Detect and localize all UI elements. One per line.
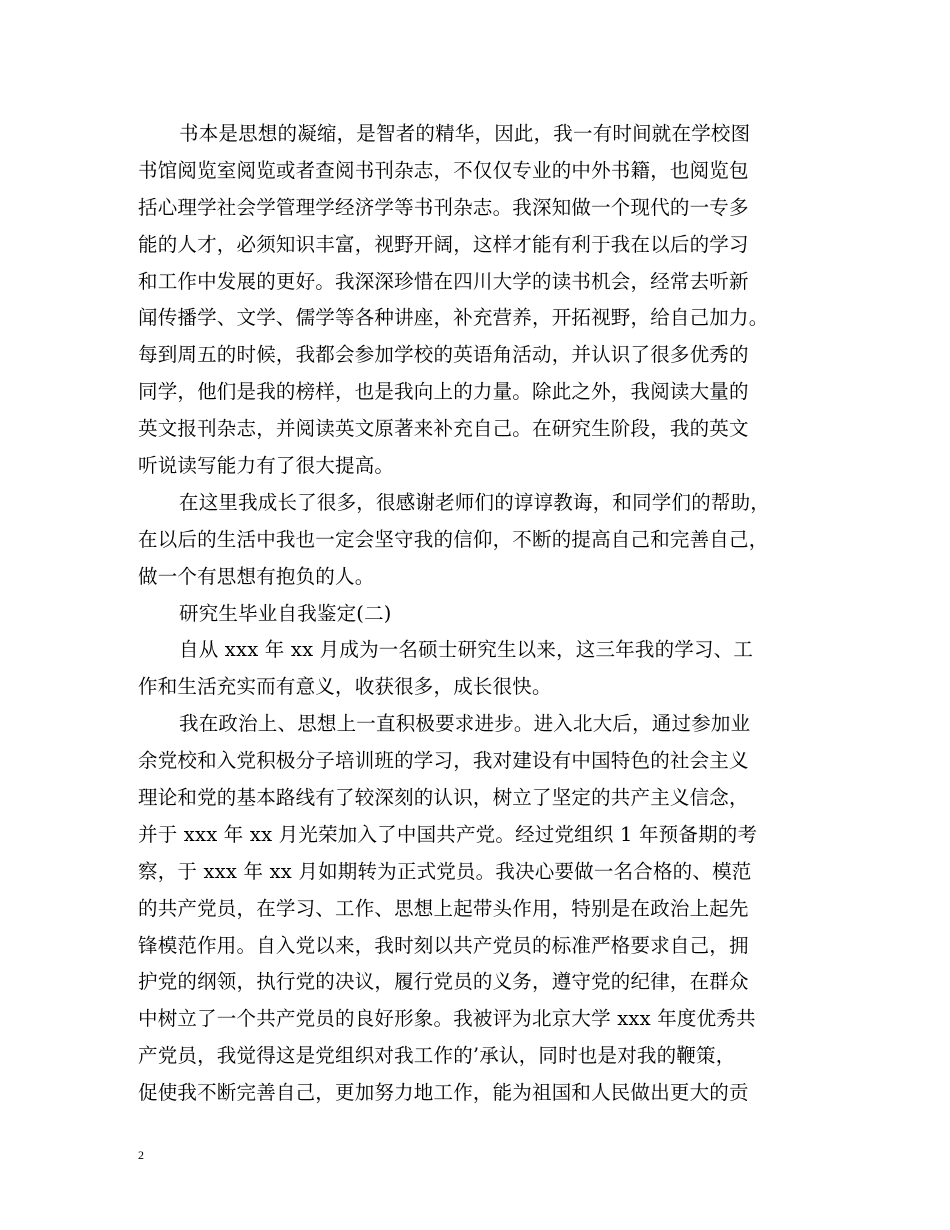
text-line: 能的人才，必须知识丰富，视野开阔，这样才能有利于我在以后的学习 — [138, 232, 749, 256]
text-line: 英文报刊杂志，并阅读英文原著来补充自己。在研究生阶段，我的英文 — [138, 417, 749, 441]
text-line: 做一个有思想有抱负的人。 — [138, 564, 375, 588]
text-line: 括心理学社会学管理学经济学等书刊杂志。我深知做一个现代的一专多 — [138, 195, 749, 219]
text-line: 护党的纲领，执行党的决议，履行党员的义务，遵守党的纪律，在群众 — [138, 970, 749, 994]
text-line: 我在政治上、思想上一直积极要求进步。进入北大后，通过参加业 — [179, 712, 751, 736]
text-line: 产党员，我觉得这是党组织对我工作的’承认，同时也是对我的鞭策， — [138, 1044, 736, 1068]
text-line: 余党校和入党积极分子培训班的学习，我对建设有中国特色的社会主义 — [138, 749, 749, 773]
text-line: 听说读写能力有了很大提高。 — [138, 454, 395, 478]
text-line: 锋模范作用。自入党以来，我时刻以共产党员的标准严格要求自己，拥 — [138, 933, 749, 957]
text-line: 在以后的生活中我也一定会坚守我的信仰，不断的提高自己和完善自己， — [138, 527, 769, 551]
text-line: 每到周五的时候，我都会参加学校的英语角活动，并认识了很多优秀的 — [138, 343, 749, 367]
text-line: 和工作中发展的更好。我深深珍惜在四川大学的读书机会，经常去听新 — [138, 269, 749, 293]
text-line: 并于 xxx 年 xx 月光荣加入了中国共产党。经过党组织 1 年预备期的考 — [138, 822, 758, 846]
text-line: 察，于 xxx 年 xx 月如期转为正式党员。我决心要做一名合格的、模范 — [138, 859, 752, 883]
page-number: 2 — [138, 1148, 144, 1162]
text-line: 书本是思想的凝缩，是智者的精华，因此，我一有时间就在学校图 — [179, 122, 751, 145]
body-text — [138, 116, 828, 1112]
text-line: 理论和党的基本路线有了较深刻的认识，树立了坚定的共产主义信念， — [138, 786, 749, 810]
text-line: 自从 xxx 年 xx 月成为一名硕士研究生以来，这三年我的学习、工 — [179, 638, 754, 662]
text-line: 同学，他们是我的榜样，也是我向上的力量。除此之外，我阅读大量的 — [138, 380, 749, 404]
text-line: 书馆阅览室阅览或者查阅书刊杂志，不仅仅专业的中外书籍，也阅览包 — [138, 158, 749, 182]
text-line: 研究生毕业自我鉴定(二) — [179, 601, 392, 625]
text-line: 中树立了一个共产党员的良好形象。我被评为北京大学 xxx 年度优秀共 — [138, 1007, 756, 1031]
text-line: 在这里我成长了很多，很感谢老师们的谆谆教诲，和同学们的帮助， — [179, 490, 771, 514]
text-line: 闻传播学、文学、儒学等各种讲座，补充营养，开拓视野，给自己加力。 — [138, 306, 769, 330]
text-line: 作和生活充实而有意义，收获很多，成长很快。 — [138, 675, 552, 699]
text-line: 的共产党员，在学习、工作、思想上起带头作用，特别是在政治上起先 — [138, 896, 749, 920]
text-line: 促使我不断完善自己，更加努力地工作，能为祖国和人民做出更大的贡 — [138, 1081, 749, 1105]
